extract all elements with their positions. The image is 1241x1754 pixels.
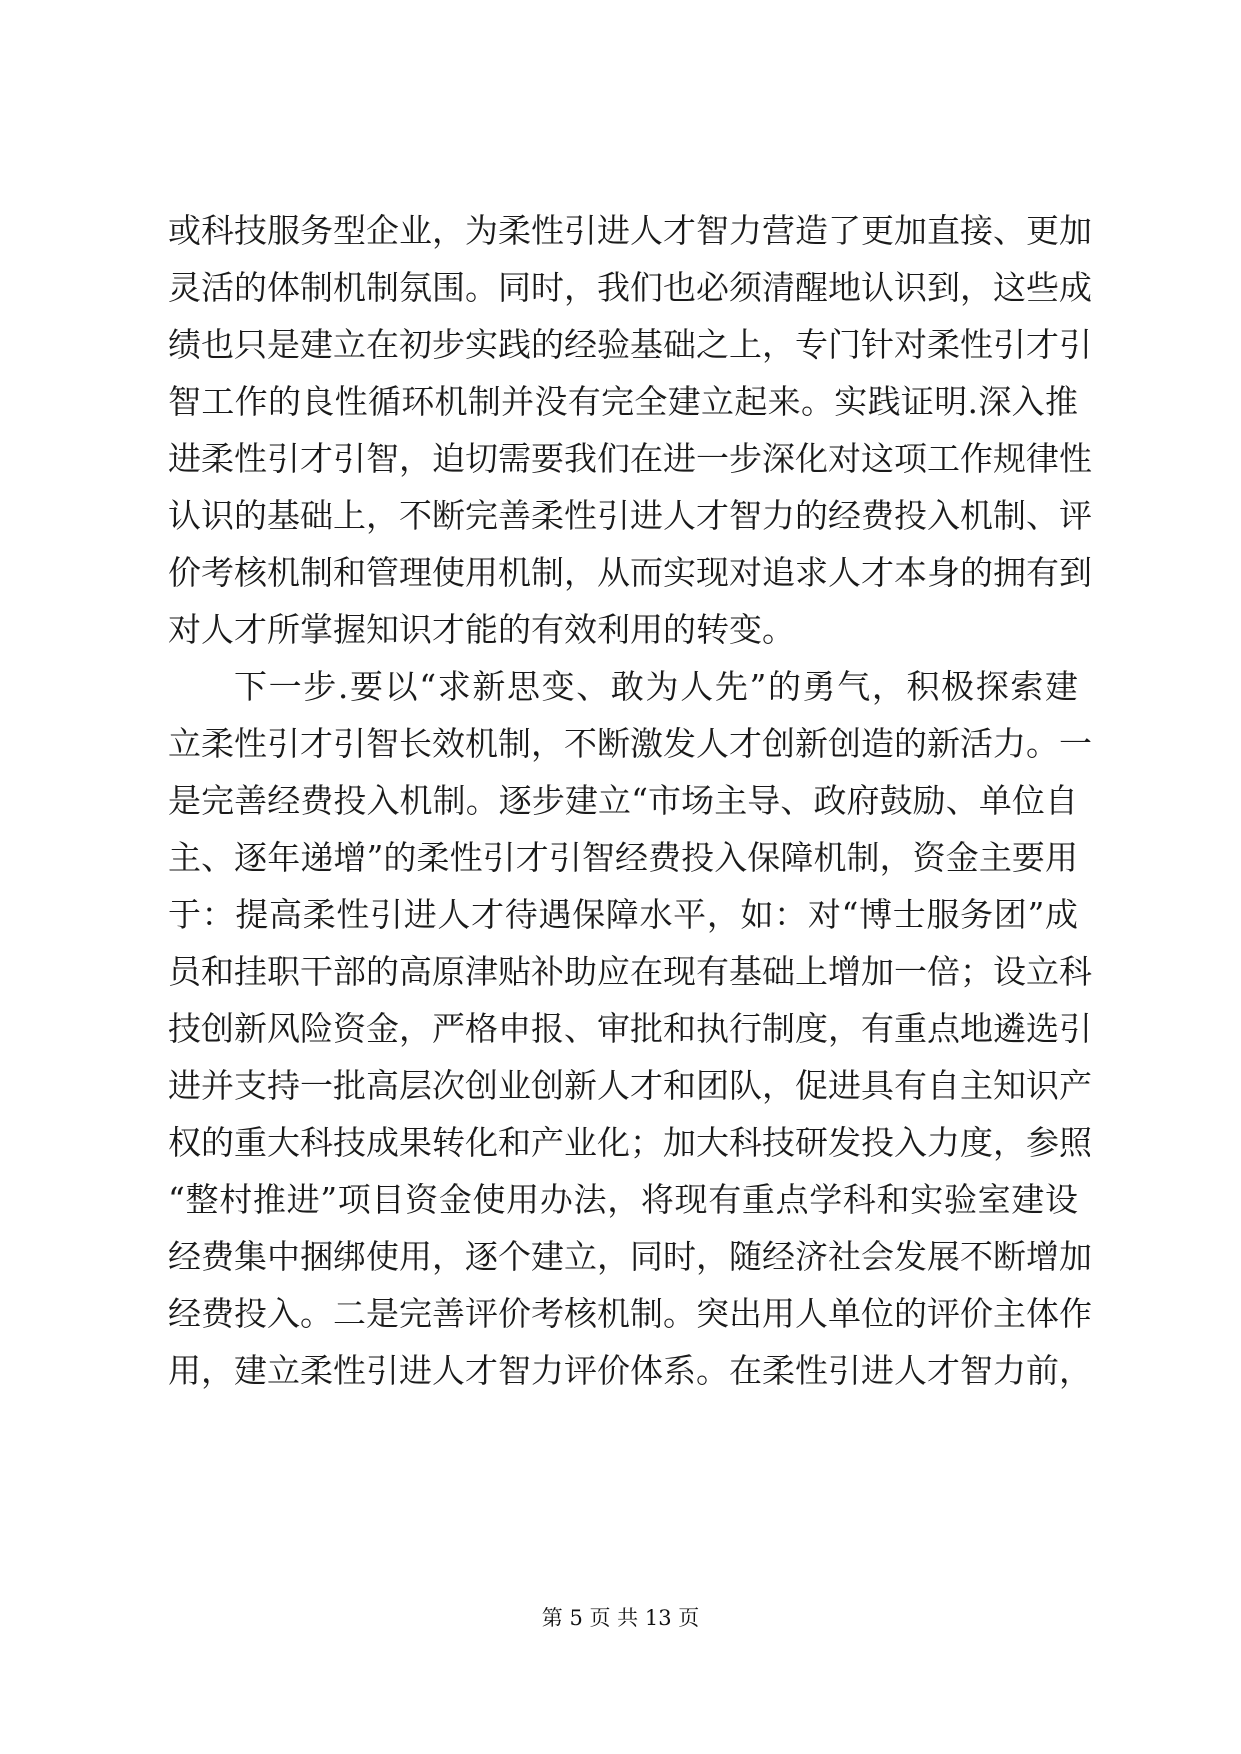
body-text-line: 经费投入。二是完善评价考核机制。突出用人单位的评价主体作 (168, 1294, 1092, 1333)
body-text-line: 用，建立柔性引进人才智力评价体系。在柔性引进人才智力前， (168, 1351, 1092, 1390)
page-number-footer: 第 5 页 共 13 页 (541, 1606, 700, 1630)
body-text-line: 主、逐年递增”的柔性引才引智经费投入保障机制，资金主要用 (168, 838, 1078, 877)
body-text-line: 技创新风险资金，严格申报、审批和执行制度，有重点地遴选引 (168, 1009, 1092, 1048)
body-text-line: 权的重大科技成果转化和产业化；加大科技研发投入力度，参照 (168, 1123, 1092, 1162)
body-text-line: 于：提高柔性引进人才待遇保障水平，如：对“博士服务团”成 (168, 895, 1078, 934)
body-text-line: 绩也只是建立在初步实践的经验基础之上，专门针对柔性引才引 (168, 325, 1092, 364)
body-text-line: 价考核机制和管理使用机制，从而实现对追求人才本身的拥有到 (168, 553, 1092, 592)
body-text-line: 经费集中捆绑使用，逐个建立，同时，随经济社会发展不断增加 (168, 1237, 1092, 1276)
body-text-line: 是完善经费投入机制。逐步建立“市场主导、政府鼓励、单位自 (168, 781, 1078, 820)
body-text-line: 员和挂职干部的高原津贴补助应在现有基础上增加一倍；设立科 (168, 952, 1092, 991)
body-text-line: 或科技服务型企业，为柔性引进人才智力营造了更加直接、更加 (168, 211, 1092, 250)
body-text-line: 下一步.要以“求新思变、敢为人先”的勇气，积极探索建 (234, 667, 1078, 706)
body-text-line: 进并支持一批高层次创业创新人才和团队，促进具有自主知识产 (168, 1066, 1092, 1105)
body-text-line: 认识的基础上，不断完善柔性引进人才智力的经费投入机制、评 (168, 496, 1092, 535)
body-text-line: 进柔性引才引智，迫切需要我们在进一步深化对这项工作规律性 (168, 439, 1092, 478)
body-text-line: 灵活的体制机制氛围。同时，我们也必须清醒地认识到，这些成 (168, 268, 1092, 307)
body-text-line: 智工作的良性循环机制并没有完全建立起来。实践证明.深入推 (168, 382, 1078, 421)
body-text-line: “整村推进”项目资金使用办法，将现有重点学科和实验室建设 (168, 1180, 1078, 1219)
body-text-line: 对人才所掌握知识才能的有效利用的转变。 (168, 610, 795, 649)
body-text-line: 立柔性引才引智长效机制，不断激发人才创新创造的新活力。一 (168, 724, 1092, 763)
